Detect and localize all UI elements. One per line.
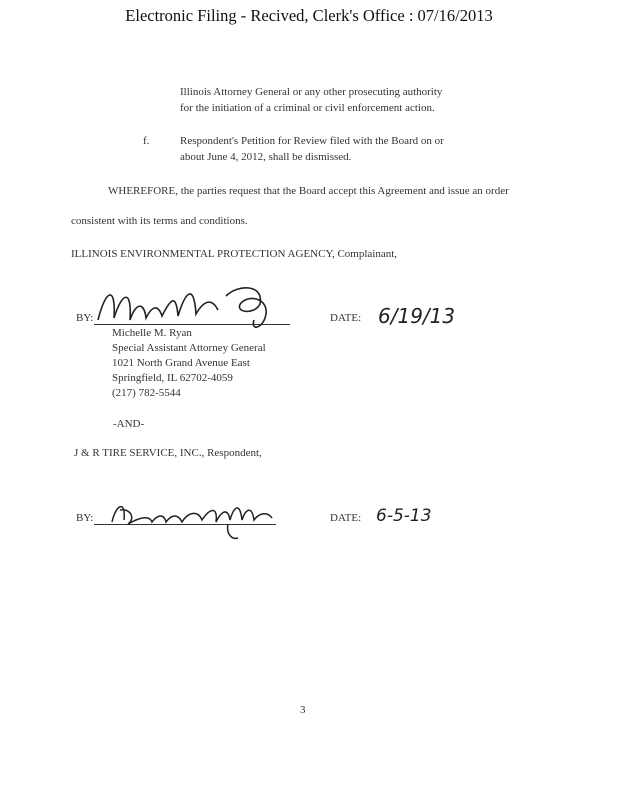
item-text-line: Respondent's Petition for Review filed with the Board on or [180,135,444,147]
by-label: BY: [76,512,94,524]
wherefore-line: WHEREFORE, the parties request that the Board accept this Agreement and issue an order [108,185,509,197]
signer-title: Special Assistant Attorney General [112,342,266,354]
respondent-signature [106,496,282,544]
date-handwritten: 6-5-13 [376,506,432,526]
date-handwritten: 6/19/13 [378,304,456,328]
item-label: f. [143,135,150,147]
wherefore-line: consistent with its terms and conditions. [71,215,248,227]
date-label: DATE: [330,512,362,524]
filing-stamp-header: Electronic Filing - Recived, Clerk's Office : 07/16/2013 [125,6,493,25]
item-text-line: about June 4, 2012, shall be dismissed. [180,151,352,163]
complainant-party: ILLINOIS ENVIRONMENTAL PROTECTION AGENCY, Complainant, [71,248,398,260]
phone-number: (217) 782-5544 [112,387,181,399]
address-line: 1021 North Grand Avenue East [112,357,250,369]
respondent-party: J & R TIRE SERVICE, INC., Respondent, [74,447,262,459]
date-label: DATE: [330,312,362,324]
and-separator: -AND- [113,418,145,430]
by-label: BY: [76,312,94,324]
signer-name: Michelle M. Ryan [112,327,192,339]
paragraph-line: for the initiation of a criminal or civil enforcement action. [180,102,435,114]
address-line: Springfield, IL 62702-4059 [112,372,233,384]
page-number: 3 [300,704,306,716]
paragraph-line: Illinois Attorney General or any other prosecuting authority [180,86,443,98]
